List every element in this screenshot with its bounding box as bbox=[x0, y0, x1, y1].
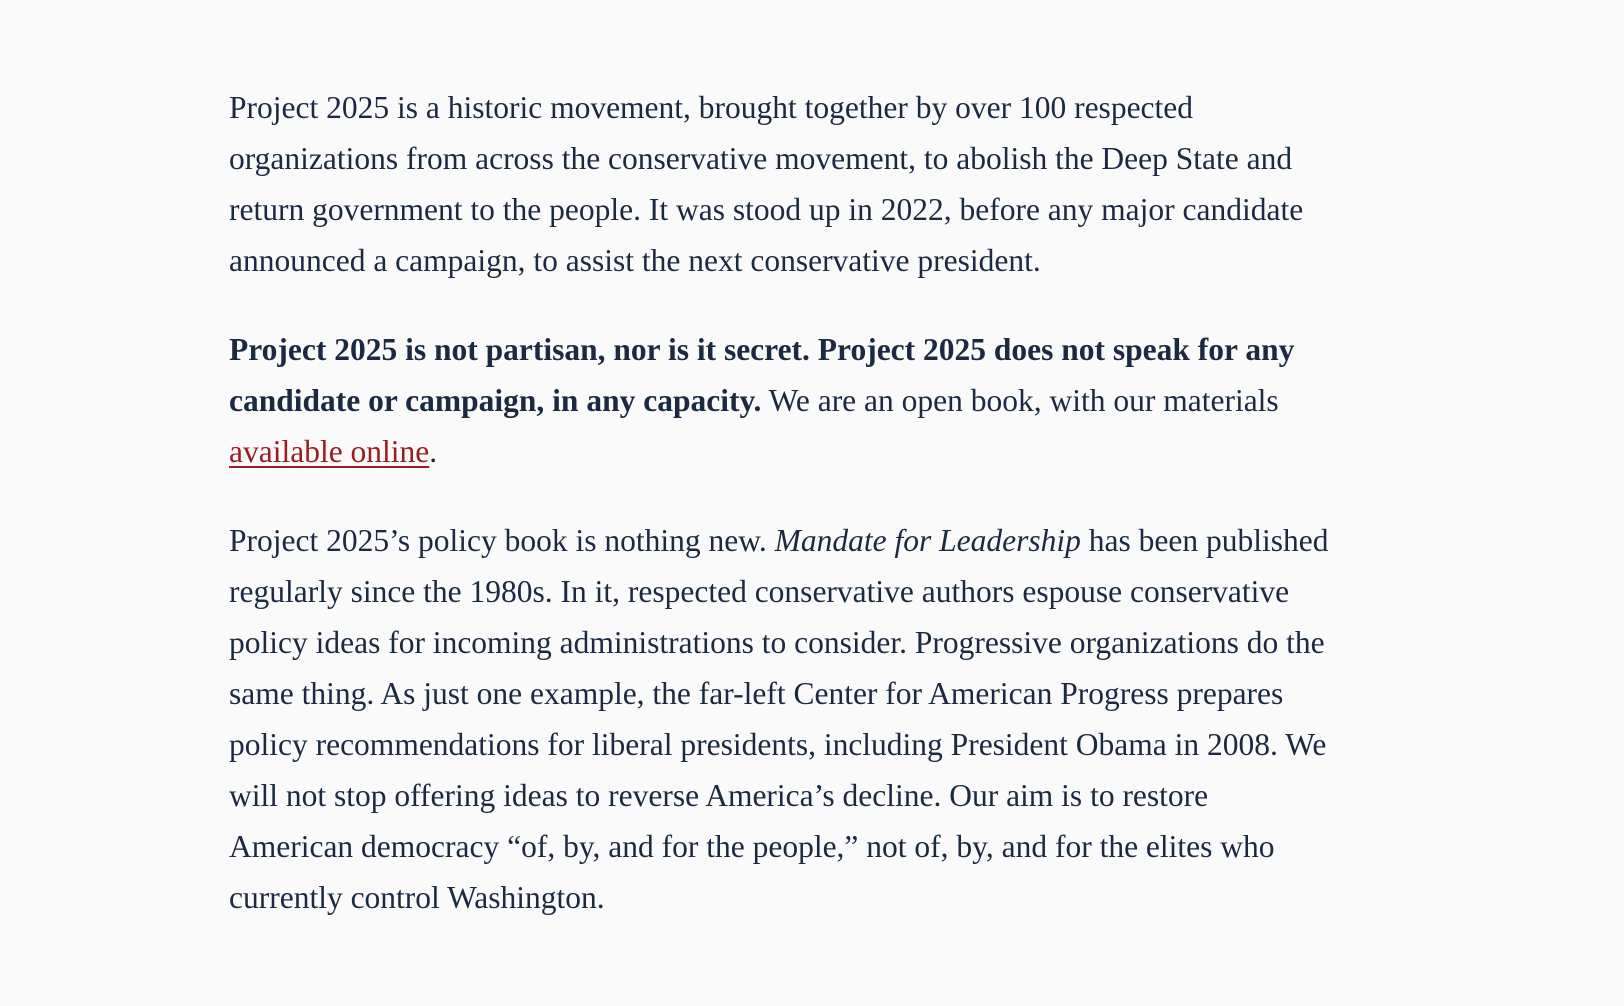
nonpartisan-statement: Project 2025 is not partisan, nor is it secret. Project 2025 does not speak for any candidate or campaign, in any capacity. bbox=[229, 332, 1295, 418]
policy-book-body-text: has been published regularly since the 1980s. In it, respected conservative authors espouse conservative policy ideas for incoming administrations to consider. Progressive organizations do the same thing. As just one example, the far-left Center for American Progress prepares policy recommendations for liberal presidents, including President Obama in 2008. We will not stop offering ideas to reverse America’s decline. Our aim is to restore American democracy “of, by, and for the people,” not of, by, and for the elites who currently control Washington. bbox=[229, 523, 1329, 915]
paragraph-intro-text: Project 2025 is a historic movement, brought together by over 100 respected organizations from across the conservative movement, to abolish the Deep State and return government to the people. It was stood up in 2022, before any major candidate announced a campaign, to assist the next conservative president. bbox=[229, 90, 1304, 278]
article-body bbox=[229, 82, 1329, 961]
paragraph-nonpartisan-period: . bbox=[429, 434, 438, 469]
paragraph-nonpartisan bbox=[229, 324, 1329, 477]
policy-book-intro-text: Project 2025’s policy book is nothing new. bbox=[229, 523, 775, 558]
mandate-for-leadership-title: Mandate for Leadership bbox=[774, 523, 1081, 558]
paragraph-policy-book bbox=[229, 515, 1329, 923]
open-book-text: We are an open book, with our materials bbox=[761, 383, 1279, 418]
available-online-link[interactable]: available online bbox=[229, 434, 430, 469]
paragraph-intro bbox=[229, 82, 1329, 286]
